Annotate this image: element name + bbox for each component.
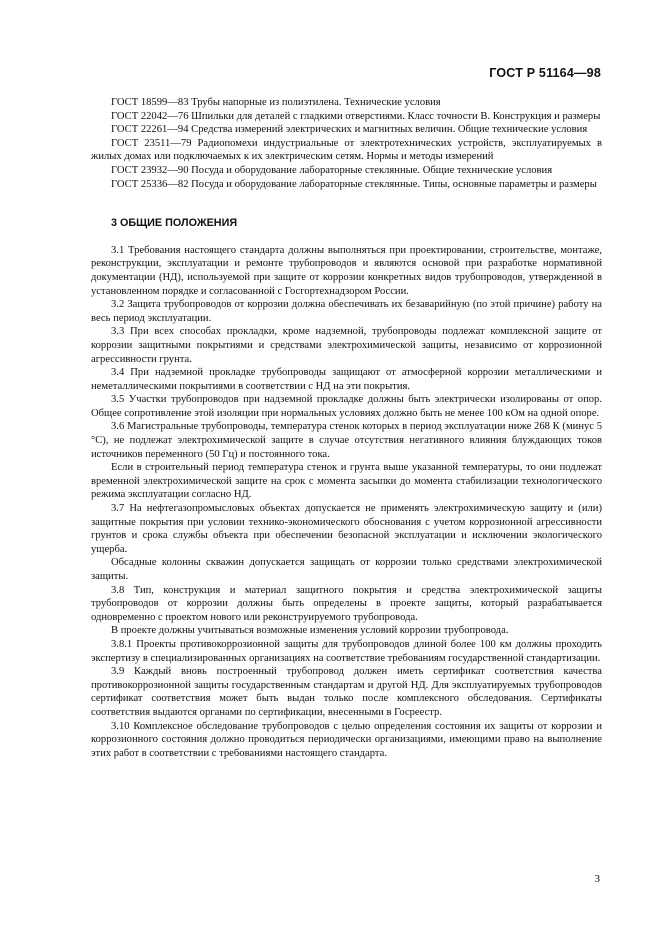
section-general-provisions [91,244,602,761]
paragraph-3-1: 3.1 Требования настоящего стандарта должны выполняться при проектировании, строительстве, монтаже, реконструкции, эксплуатации и ремонте трубопроводов и являются основой при разработке нормативной документации (НД), используемой при защите от коррозии конкретных видов трубопроводов, утвержденной в установленном порядке и согласованной с Госгортехнадзором России. [91,244,602,297]
paragraph-3-8-continued: В проекте должны учитываться возможные изменения условий коррозии трубопровода. [111,625,509,637]
body-text [91,96,602,760]
reference-item: ГОСТ 25336—82 Посуда и оборудование лабораторные стеклянные. Типы, основные параметры и размеры [111,178,597,190]
normative-references [91,96,602,191]
reference-item: ГОСТ 23511—79 Радиопомехи индустриальные от электротехнических устройств, эксплуатируемых в жилых домах или подключаемых к их электрическим сетям. Нормы и методы измерений [91,137,602,163]
paragraph-3-4: 3.4 При надземной прокладке трубопроводы защищают от атмосферной коррозии металлическими и неметаллическими покрытиями в соответствии с НД на эти покрытия. [91,367,602,392]
paragraph-3-9: 3.9 Каждый вновь построенный трубопровод должен иметь сертификат соответствия качества противокоррозионной защиты государственным стандартам и другой НД. Для эксплуатируемых трубопроводов сертификат соответствия может быть выдан только после комплексного обследования. Сертификаты соответствия выдаются органами по сертификации, внесенными в Госреестр. [91,666,602,718]
paragraph-3-10: 3.10 Комплексное обследование трубопроводов с целью определения состояния их защиты от коррозии и коррозионного состояния должно проводиться периодически организациями, имеющими право на выполнение этих работ в соответствии с требованиями настоящего стандарта. [91,720,602,759]
reference-item: ГОСТ 23932—90 Посуда и оборудование лабораторные стеклянные. Общие технические условия [111,164,553,176]
document-code: ГОСТ Р 51164—98 [489,66,601,80]
reference-item: ГОСТ 22261—94 Средства измерений электрических и магнитных величин. Общие технические условия [111,124,588,136]
paragraph-3-8: 3.8 Тип, конструкция и материал защитного покрытия и средства электрохимической защиты трубопроводов от коррозии должны быть определены в проекте защиты, который разрабатывается одновременно с проектом нового или реконструируемого трубопровода. [91,584,602,623]
paragraph-3-6: 3.6 Магистральные трубопроводы, температура стенок которых в период эксплуатации ниже 268 К (минус 5 °С), не подлежат электрохимической защите в случае отсутствия негативного влияния блуждающих токов источников переменного (50 Гц) и постоянного тока. [91,421,602,460]
paragraph-3-2: 3.2 Защита трубопроводов от коррозии должна обеспечивать их безаварийную (по этой причине) работу на весь период эксплуатации. [91,299,602,324]
paragraph-3-3: 3.3 При всех способах прокладки, кроме надземной, трубопроводы подлежат комплексной защите от коррозии защитными покрытиями и средствами электрохимической защиты, независимо от коррозионной агрессивности грунта. [91,326,602,365]
paragraph-3-8-1: 3.8.1 Проекты противокоррозионной защиты для трубопроводов длиной более 100 км должны проходить экспертизу в специализированных организациях на соответствие требованиям государственной стандартизации. [91,638,602,664]
paragraph-3-7-continued: Обсадные колонны скважин допускается защищать от коррозии только средствами электрохимической защиты. [91,557,602,582]
section-heading: 3 ОБЩИЕ ПОЛОЖЕНИЯ [111,217,238,230]
paragraph-3-5: 3.5 Участки трубопроводов при надземной прокладке должны быть электрически изолированы от опор. Общее сопротивление этой изоляции при нормальных условиях должно быть не менее 100 кОм на одной опоре. [91,394,602,419]
page-number: 3 [594,873,600,885]
reference-item: ГОСТ 22042—76 Шпильки для деталей с гладкими отверстиями. Класс точности В. Конструкция и размеры [111,110,601,122]
reference-item: ГОСТ 18599—83 Трубы напорные из полиэтилена. Технические условия [111,97,441,108]
paragraph-3-7: 3.7 На нефтегазопромысловых объектах допускается не применять электрохимическую защиту и (или) защитные покрытия при условии технико-экономического обоснования с учетом коррозионной агрессивности грунтов и срока службы объекта при обеспечении безопасной эксплуатации и исключении экологического ущерба. [91,503,602,555]
paragraph-3-6-continued: Если в строительный период температура стенок и грунта выше указанной температуры, то они подлежат временной электрохимической защите на срок с момента засыпки до момента стабилизации технологического режима эксплуатации согласно НД. [91,462,602,501]
